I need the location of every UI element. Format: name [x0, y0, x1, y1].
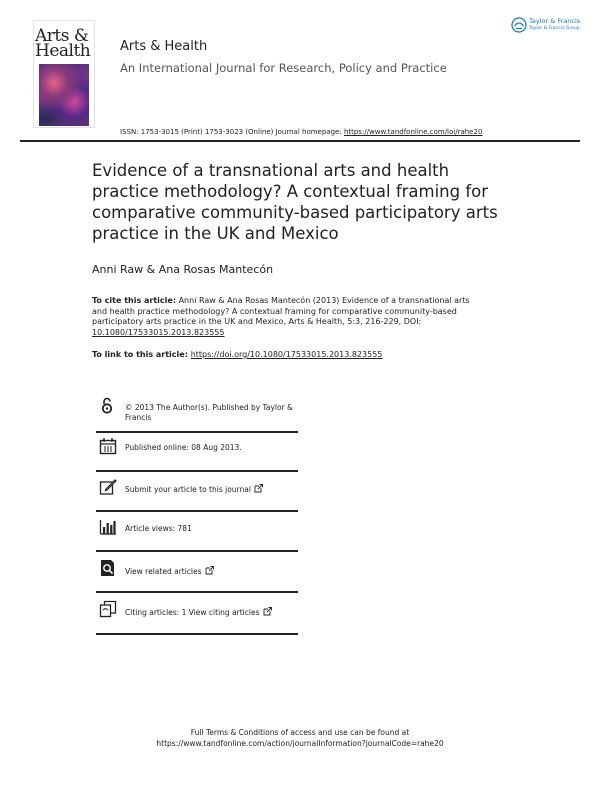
- separator: [96, 550, 298, 552]
- footer: [0, 727, 600, 749]
- journal-cover: [33, 20, 95, 128]
- journal-title: Arts & Health: [120, 39, 208, 54]
- citation-block: [92, 296, 487, 338]
- cover-title-line1: Arts &: [35, 26, 89, 46]
- journal-subtitle: An International Journal for Research, Policy and Practice: [120, 61, 447, 75]
- published-date: Published online: 08 Aug 2013.: [125, 443, 242, 452]
- citing-icon: [99, 600, 117, 618]
- submit-text[interactable]: Submit your article to this journal: [125, 485, 251, 494]
- separator: [96, 470, 298, 472]
- separator: [96, 633, 298, 635]
- publisher-logo-text: [529, 18, 580, 32]
- publisher-logo-line2: Taylor & Francis Group: [529, 26, 580, 31]
- related-link[interactable]: [125, 566, 295, 577]
- journal-homepage-link[interactable]: https://www.tandfonline.com/loi/rahe20: [343, 128, 483, 136]
- open-access-icon: [99, 397, 117, 415]
- header-rule: [20, 140, 580, 142]
- external-link-icon: [263, 607, 272, 616]
- license-text: © 2013 The Author(s). Published by Taylor & Francis: [125, 403, 293, 422]
- citation-doi-link[interactable]: 10.1080/17533015.2013.823555: [92, 327, 225, 337]
- related-search-icon: [99, 559, 117, 577]
- article-doi-link[interactable]: https://doi.org/10.1080/17533015.2013.823555: [190, 350, 383, 359]
- calendar-icon: [99, 437, 117, 455]
- footer-terms-link[interactable]: https://www.tandfonline.com/action/journalInformation?journalCode=rahe20: [156, 739, 444, 748]
- bar-chart-icon: [99, 518, 117, 536]
- separator: [96, 431, 298, 433]
- citing-link[interactable]: [125, 607, 295, 618]
- article-title: Evidence of a transnational arts and health practice methodology? A contextual framing for comparative community-based participatory arts practice in the UK and Mexico: [92, 161, 498, 243]
- article-link-label: To link to this article:: [92, 350, 191, 359]
- citation-label: To cite this article:: [92, 296, 177, 305]
- cover-title: [35, 26, 95, 61]
- article-link-line: [92, 350, 382, 359]
- issn-text: ISSN: 1753-3015 (Print) 1753-3023 (Online) Journal homepage:: [120, 128, 344, 136]
- cover-title-line2: Health: [35, 41, 91, 61]
- citation-text: Anni Raw & Ana Rosas Mantecón (2013) Evidence of a transnational arts and health practice methodology? A contextual framing for comparative community-based participatory arts practice in the UK and Mexico, Arts & Health, 5:3, 216-229, DOI:: [92, 296, 470, 326]
- footer-line1: Full Terms & Conditions of access and use can be found at: [190, 728, 410, 737]
- issn-line: [120, 128, 482, 136]
- article-authors: Anni Raw & Ana Rosas Mantecón: [92, 263, 274, 276]
- submit-link[interactable]: [125, 484, 295, 495]
- separator: [96, 510, 298, 512]
- cover-artwork: [39, 64, 89, 126]
- article-views: Article views: 781: [125, 524, 192, 533]
- separator: [96, 591, 298, 593]
- edit-icon: [99, 478, 117, 496]
- external-link-icon: [254, 484, 263, 493]
- publisher-logo-icon: [511, 17, 527, 33]
- citing-text[interactable]: Citing articles: 1 View citing articles: [125, 608, 260, 617]
- external-link-icon: [205, 566, 214, 575]
- publisher-logo[interactable]: [511, 15, 583, 37]
- publisher-logo-line1: Taylor & Francis: [529, 17, 581, 25]
- related-text[interactable]: View related articles: [125, 567, 202, 576]
